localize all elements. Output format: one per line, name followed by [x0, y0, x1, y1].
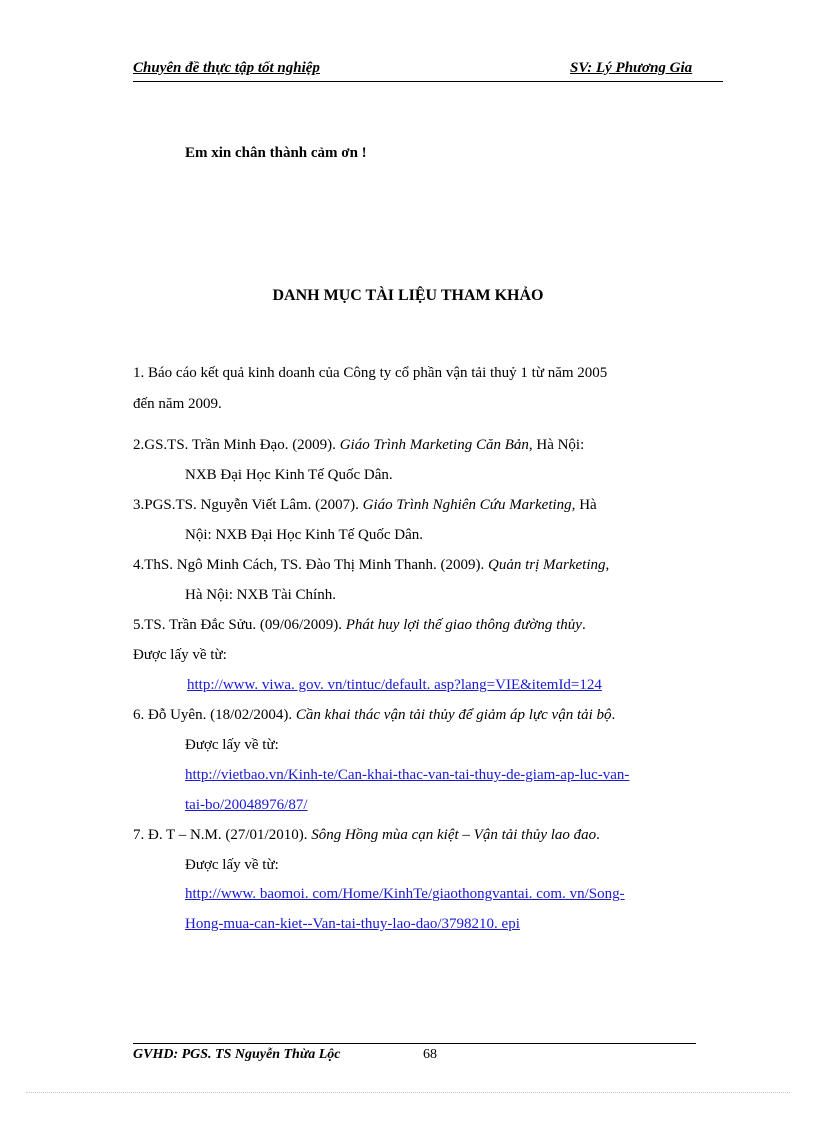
- reference-2-authors: 2.GS.TS. Trần Minh Đạo. (2009).: [133, 437, 340, 453]
- reference-3-title: Giáo Trình Nghiên Cứu Marketing,: [362, 497, 576, 513]
- reference-5-line1: [133, 617, 586, 634]
- reference-4-title: Quản trị Marketing: [488, 557, 606, 573]
- reference-7-line1: [133, 827, 600, 844]
- reference-5-title: Phát huy lợi thế giao thông đường thủy: [345, 617, 582, 633]
- reference-2-line2: NXB Đại Học Kinh Tế Quốc Dân.: [185, 467, 393, 483]
- page-bottom-dotted-border: [26, 1092, 790, 1093]
- reference-3-authors: 3.PGS.TS. Nguyễn Viết Lâm. (2007).: [133, 497, 363, 513]
- reference-5-punct: .: [581, 617, 586, 633]
- footer-supervisor: GVHD: PGS. TS Nguyễn Thừa Lộc: [133, 1047, 341, 1062]
- reference-7-url-link-part1[interactable]: http://www. baomoi. com/Home/KinhTe/giaothongvantai. com. vn/Song-: [185, 886, 625, 902]
- reference-7-authors: 7. Đ. T – N.M. (27/01/2010).: [133, 827, 312, 843]
- reference-3-line2: Nội: NXB Đại Học Kinh Tế Quốc Dân.: [185, 527, 424, 543]
- references-title: DANH MỤC TÀI LIỆU THAM KHẢO: [272, 287, 544, 304]
- header-right: SV: Lý Phương Gia: [570, 60, 693, 76]
- reference-3-line1: [133, 497, 597, 514]
- reference-4-punct: ,: [605, 557, 610, 573]
- reference-5-retrieved: Được lấy về từ:: [133, 647, 227, 663]
- reference-4-line1: [133, 557, 609, 574]
- reference-4-line2: Hà Nội: NXB Tài Chính.: [185, 587, 336, 603]
- reference-1-line2: đến năm 2009.: [133, 396, 222, 412]
- header-left: Chuyên đề thực tập tốt nghiệp: [133, 60, 320, 76]
- reference-6-authors: 6. Đỗ Uyên. (18/02/2004).: [133, 707, 296, 723]
- reference-4-authors: 4.ThS. Ngô Minh Cách, TS. Đào Thị Minh Thanh. (2009).: [133, 557, 488, 573]
- reference-6-punct: .: [611, 707, 616, 723]
- reference-2-line1: [133, 437, 584, 454]
- reference-6-retrieved: Được lấy về từ:: [185, 737, 279, 753]
- reference-2-title: Giáo Trình Marketing Căn Bản: [339, 437, 529, 453]
- header-rule: [133, 81, 723, 82]
- page-number: 68: [423, 1047, 437, 1062]
- reference-1-line1: 1. Báo cáo kết quả kinh doanh của Công ty cổ phần vận tải thuỷ 1 từ năm 2005: [133, 365, 608, 381]
- reference-6-url-link-part2[interactable]: tai-bo/20048976/87/: [185, 797, 308, 813]
- thanks-line: Em xin chân thành cảm ơn !: [185, 145, 367, 161]
- reference-6-line1: [133, 707, 615, 724]
- reference-2-place: , Hà Nội:: [528, 437, 585, 453]
- reference-7-retrieved: Được lấy về từ:: [185, 857, 279, 873]
- reference-7-url-link-part2[interactable]: Hong-mua-can-kiet--Van-tai-thuy-lao-dao/3798210. epi: [185, 916, 520, 932]
- reference-7-punct: .: [596, 827, 600, 843]
- reference-6-url-link-part1[interactable]: http://vietbao.vn/Kinh-te/Can-khai-thac-van-tai-thuy-de-giam-ap-luc-van-: [185, 767, 630, 783]
- reference-5-url-link[interactable]: http://www. viwa. gov. vn/tintuc/default. asp?lang=VIE&itemId=124: [187, 677, 602, 693]
- reference-3-place: Hà: [575, 497, 597, 513]
- reference-7-title: Sông Hồng mùa cạn kiệt – Vận tải thủy lao đao: [311, 827, 597, 843]
- footer-rule: [133, 1043, 696, 1044]
- reference-5-authors: 5.TS. Trần Đắc Sửu. (09/06/2009).: [133, 617, 346, 633]
- reference-6-title: Cần khai thác vận tải thủy để giảm áp lực vận tải bộ: [295, 707, 612, 723]
